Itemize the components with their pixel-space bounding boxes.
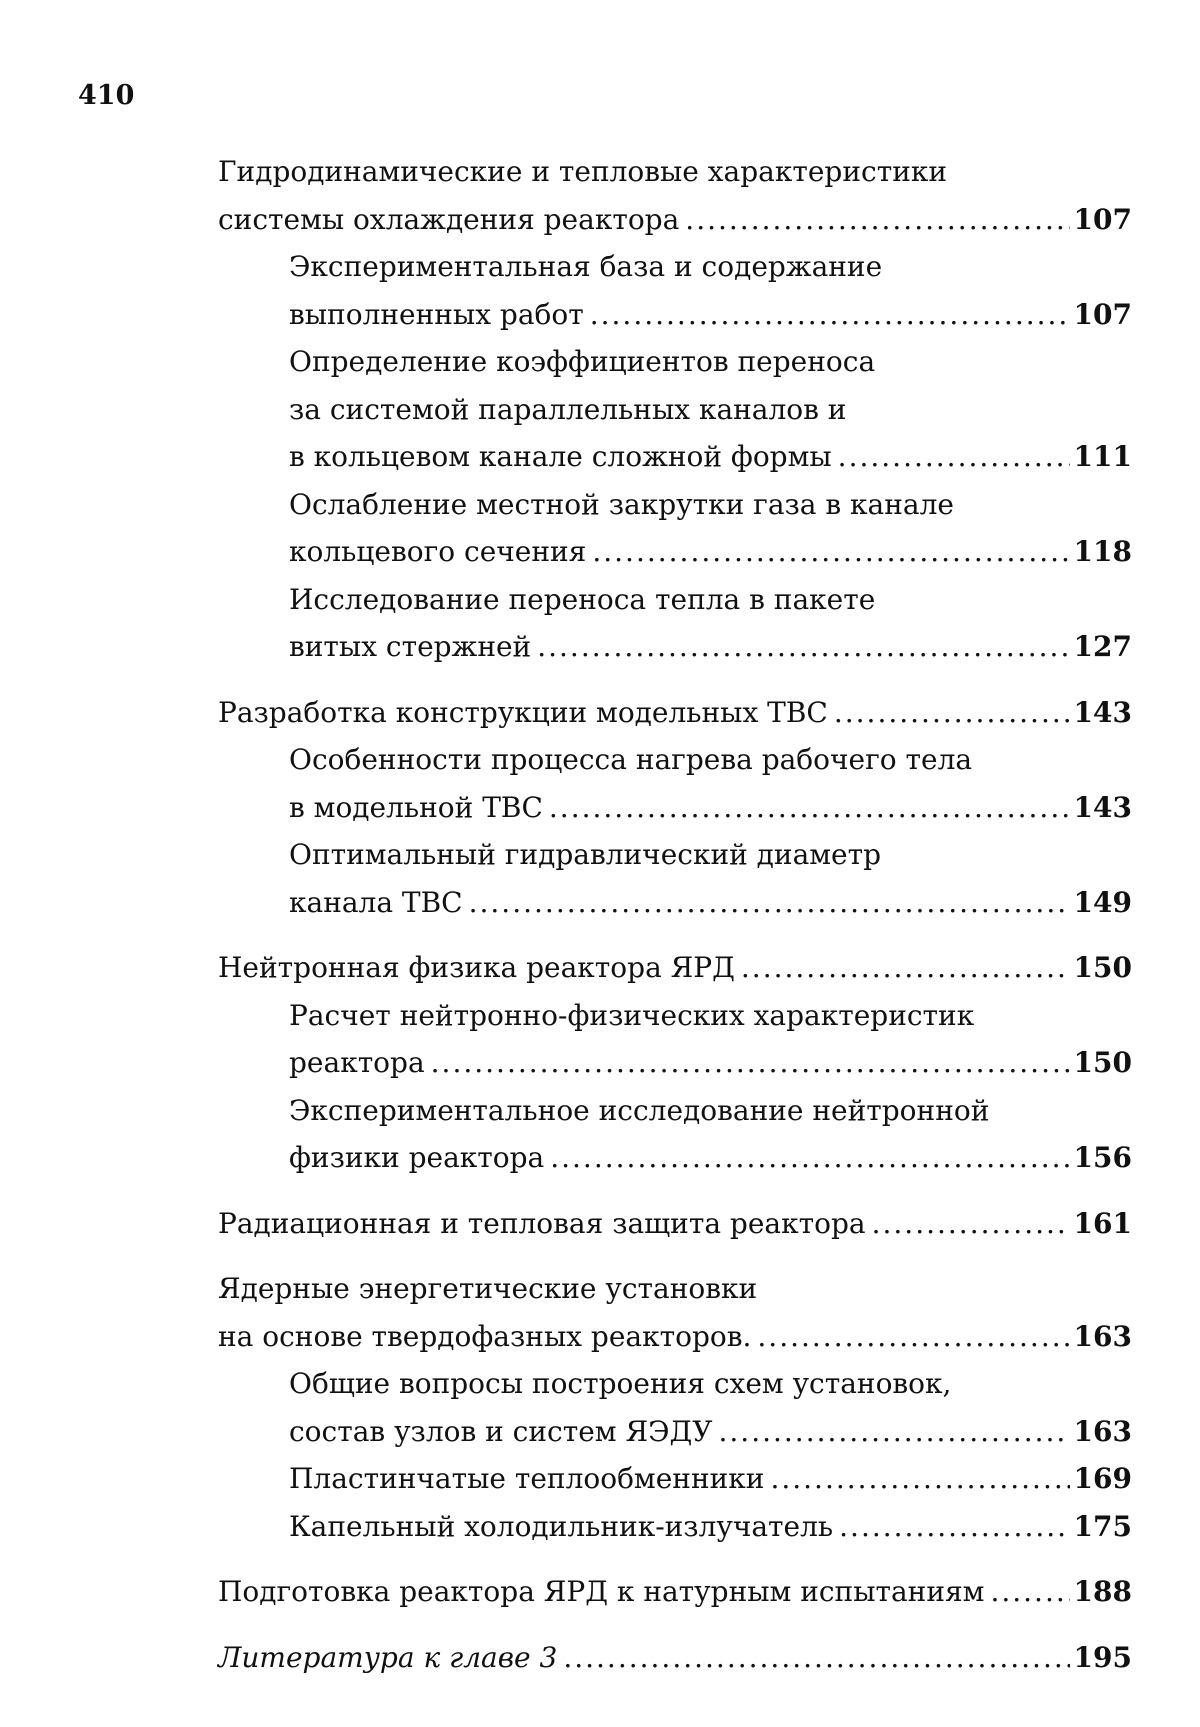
toc-entry-page: 188 <box>1073 1575 1132 1608</box>
dot-leader <box>770 1455 1069 1503</box>
toc-entry-title-line: Исследование переноса тепла в пакете <box>289 582 876 616</box>
toc-entry-title: на основе твердофазных реакторов. <box>218 1319 752 1353</box>
dot-leader <box>537 623 1069 671</box>
toc-entry-page: 150 <box>1073 1046 1132 1079</box>
toc-entry-title: реактора <box>289 1046 425 1079</box>
toc-entry-page: 107 <box>1073 202 1132 236</box>
toc-entry-last-line <box>289 623 1132 671</box>
toc-entry <box>218 1265 1132 1360</box>
toc-entry-title-line: Расчет нейтронно-физических характеристик <box>289 998 975 1032</box>
toc-entry-last-line <box>289 1455 1132 1503</box>
toc-entry-title: Нейтронная физика реактора ЯРД <box>218 951 735 984</box>
toc-entry-title: физики реактора <box>289 1141 545 1174</box>
toc-entry-last-line <box>218 1634 1132 1682</box>
toc-entry-last-line <box>218 944 1132 992</box>
toc-entry-last-line <box>289 1408 1132 1456</box>
dot-leader <box>990 1568 1069 1616</box>
toc-entry-last-line <box>289 528 1132 576</box>
toc-entry-last-line <box>218 1200 1132 1248</box>
dot-leader <box>550 1134 1069 1182</box>
toc-entry <box>218 944 1132 992</box>
toc-entry-title-line: Гидродинамические и тепловые характеристики <box>218 155 948 188</box>
toc-entry-title: Капельный холодильник-излучатель <box>289 1509 834 1543</box>
dot-leader <box>839 1503 1069 1551</box>
page-number: 410 <box>78 80 135 111</box>
toc-entry-page: 107 <box>1073 297 1132 331</box>
toc-entry-title: выполненных работ <box>289 297 584 331</box>
toc-entry-page: 169 <box>1073 1462 1132 1495</box>
toc-entry-page: 163 <box>1073 1319 1132 1353</box>
toc-entry-title-line: Ослабление местной закрутки газа в канале <box>289 487 954 521</box>
toc-entry-page: 163 <box>1073 1414 1132 1448</box>
toc-entry <box>218 1634 1132 1682</box>
toc-entry-last-line <box>289 1039 1132 1087</box>
dot-leader <box>563 1634 1069 1682</box>
toc-entry-page: 195 <box>1073 1640 1132 1674</box>
toc-entry <box>218 148 1132 243</box>
dot-leader <box>757 1313 1069 1361</box>
dot-leader <box>590 291 1070 339</box>
toc-entry-page: 149 <box>1073 885 1132 919</box>
toc-entry-title-line: Экспериментальная база и содержание <box>289 250 883 283</box>
toc-entry-last-line <box>218 196 1132 244</box>
toc-entry-title: канала ТВС <box>289 885 463 919</box>
toc-entry-title: Литература к главе 3 <box>218 1640 558 1674</box>
toc-entry-last-line <box>289 879 1132 927</box>
toc-entry-title: в модельной ТВС <box>289 790 543 824</box>
toc-entry <box>218 338 1132 481</box>
toc-entry-title-line: Оптимальный гидравлический диаметр <box>289 838 882 871</box>
toc-entry <box>218 831 1132 926</box>
toc-entry-last-line <box>289 291 1132 339</box>
table-of-contents <box>218 148 1132 1681</box>
dot-leader <box>872 1200 1070 1248</box>
toc-entry-last-line <box>289 784 1132 832</box>
toc-entry-page: 150 <box>1073 951 1132 984</box>
toc-entry-page: 111 <box>1073 440 1132 473</box>
dot-leader <box>469 879 1070 927</box>
toc-entry-title: Пластинчатые теплообменники <box>289 1462 765 1495</box>
toc-entry-title: Подготовка реактора ЯРД к натурным испытаниям <box>218 1575 985 1608</box>
toc-entry-page: 143 <box>1073 790 1132 824</box>
toc-entry <box>218 576 1132 671</box>
toc-entry-last-line <box>218 689 1132 737</box>
dot-leader <box>592 528 1069 576</box>
toc-entry <box>218 1200 1132 1248</box>
toc-entry-last-line <box>218 1568 1132 1616</box>
toc-entry-title-line: Особенности процесса нагрева рабочего тела <box>289 743 973 776</box>
dot-leader <box>685 196 1069 244</box>
dot-leader <box>719 1408 1070 1456</box>
toc-entry <box>218 243 1132 338</box>
dot-leader <box>431 1039 1070 1087</box>
toc-entry <box>218 1455 1132 1503</box>
dot-leader <box>549 784 1070 832</box>
toc-entry-page: 156 <box>1073 1141 1132 1174</box>
toc-entry <box>218 992 1132 1087</box>
toc-entry-title: Радиационная и тепловая защита реактора <box>218 1206 866 1240</box>
toc-entry-title: системы охлаждения реактора <box>218 202 680 236</box>
toc-entry-title: кольцевого сечения <box>289 535 587 568</box>
toc-entry-last-line <box>289 433 1132 481</box>
dot-leader <box>741 944 1070 992</box>
toc-entry <box>218 736 1132 831</box>
toc-entry-title: Разработка конструкции модельных ТВС <box>218 695 828 729</box>
toc-entry <box>218 481 1132 576</box>
toc-entry-title-line: за системой параллельных каналов и <box>289 392 847 426</box>
toc-entry-page: 175 <box>1073 1509 1132 1543</box>
toc-entry <box>218 1087 1132 1182</box>
toc-entry-title: витых стержней <box>289 630 532 663</box>
toc-entry <box>218 1360 1132 1455</box>
toc-entry-title: состав узлов и систем ЯЭДУ <box>289 1414 713 1448</box>
toc-entry-title-line: Ядерные энергетические установки <box>218 1272 758 1305</box>
toc-entry-page: 161 <box>1073 1206 1132 1240</box>
toc-entry-title-line: Определение коэффициентов переноса <box>289 345 876 378</box>
toc-entry <box>218 1568 1132 1616</box>
toc-entry-page: 118 <box>1073 535 1132 568</box>
toc-entry-page: 127 <box>1073 630 1132 663</box>
toc-entry-last-line <box>218 1313 1132 1361</box>
toc-entry-last-line <box>289 1134 1132 1182</box>
toc-entry <box>218 1503 1132 1551</box>
toc-entry-title: в кольцевом канале сложной формы <box>289 440 832 473</box>
toc-entry <box>218 689 1132 737</box>
toc-entry-last-line <box>289 1503 1132 1551</box>
toc-entry-title-line: Общие вопросы построения схем установок, <box>289 1367 952 1400</box>
dot-leader <box>834 689 1070 737</box>
dot-leader <box>838 433 1070 481</box>
toc-entry-page: 143 <box>1073 695 1132 729</box>
toc-entry-title-line: Экспериментальное исследование нейтронной <box>289 1093 990 1127</box>
